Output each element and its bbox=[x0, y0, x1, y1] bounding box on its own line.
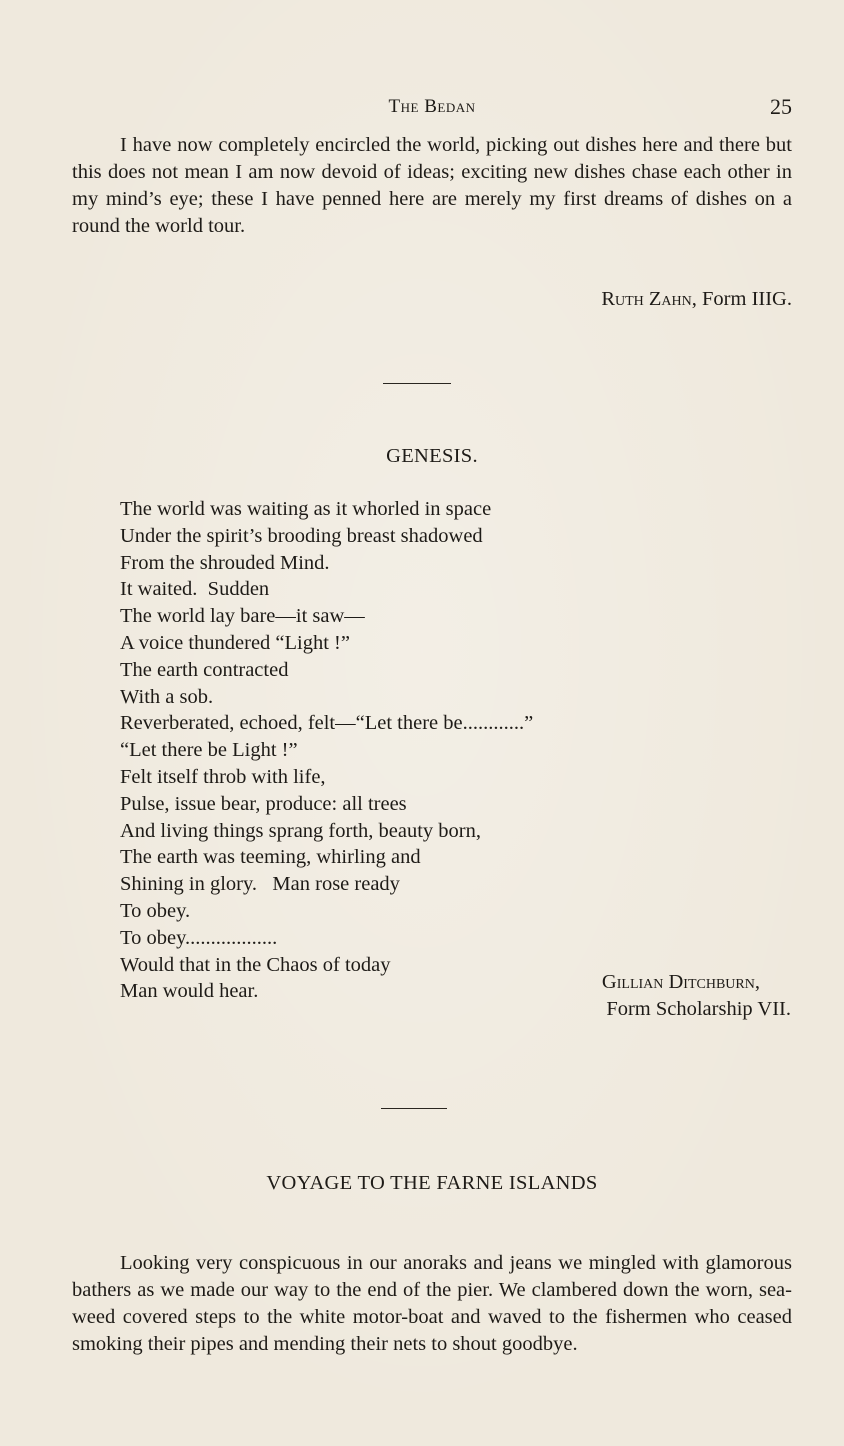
poem-line: Under the spirit’s brooding breast shadowed bbox=[120, 524, 483, 547]
genesis-poem bbox=[120, 496, 533, 1005]
section-divider bbox=[381, 1108, 447, 1109]
poem-line: To obey.................. bbox=[120, 926, 278, 949]
page-number: 25 bbox=[770, 94, 792, 119]
genesis-author-form: Form Scholarship VII. bbox=[606, 998, 791, 1020]
journal-title: The Bedan bbox=[388, 96, 476, 117]
poem-line: From the shrouded Mind. bbox=[120, 551, 330, 574]
poem-line: The earth contracted bbox=[120, 658, 289, 681]
poem-line: Man would hear. bbox=[120, 980, 259, 1003]
intro-author-form: , Form IIIG. bbox=[691, 288, 792, 310]
poem-line: And living things sprang forth, beauty born, bbox=[120, 819, 481, 842]
poem-line: To obey. bbox=[120, 899, 191, 922]
poem-line: Reverberated, echoed, felt—“Let there be............” bbox=[120, 712, 534, 735]
poem-line: “Let there be Light !” bbox=[120, 739, 298, 762]
poem-line: The world lay bare—it saw— bbox=[120, 605, 365, 628]
genesis-signature bbox=[601, 969, 791, 1023]
genesis-author-name: Gillian Ditchburn, bbox=[601, 971, 760, 993]
poem-line: Would that in the Chaos of today bbox=[120, 953, 391, 976]
intro-paragraph: I have now completely encircled the world, picking out dishes here and there but this does not mean I am now devoid of ideas; exciting new dishes chase each other in my mind’s eye; these I have penned here are merely my first dreams of dishes on a round the world tour. bbox=[72, 134, 792, 237]
poem-line: A voice thundered “Light !” bbox=[120, 631, 350, 654]
poem-line: The world was waiting as it whorled in space bbox=[120, 498, 492, 520]
intro-author-name: Ruth Zahn bbox=[601, 288, 692, 310]
voyage-title: VOYAGE TO THE FARNE ISLANDS bbox=[266, 1172, 598, 1194]
poem-line: Felt itself throb with life, bbox=[120, 765, 326, 788]
poem-line: The earth was teeming, whirling and bbox=[120, 846, 421, 869]
intro-signature bbox=[601, 286, 792, 313]
poem-line: It waited. Sudden bbox=[120, 578, 270, 601]
poem-line: Shining in glory. Man rose ready bbox=[120, 873, 400, 896]
genesis-title: GENESIS. bbox=[386, 445, 478, 467]
poem-line: With a sob. bbox=[120, 685, 214, 708]
poem-line: Pulse, issue bear, produce: all trees bbox=[120, 792, 407, 815]
running-header bbox=[72, 96, 792, 126]
section-divider bbox=[383, 383, 451, 384]
voyage-paragraph: Looking very conspicuous in our anoraks and jeans we mingled with glamorous bathers as we made our way to the end of the pier. We clambered down the worn, sea-weed covered steps to the white motor-boat and waved to the fishermen who ceased smoking their pipes and mending their nets to shout goodbye. bbox=[72, 1252, 792, 1355]
